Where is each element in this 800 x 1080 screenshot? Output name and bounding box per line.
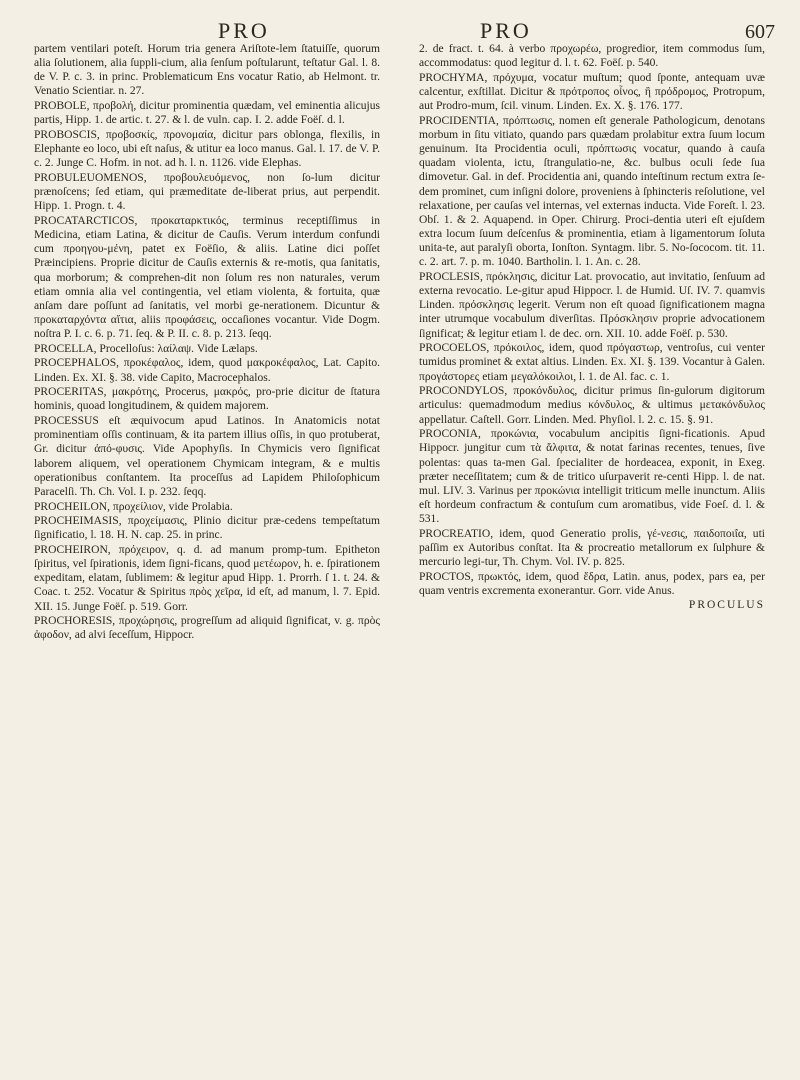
dictionary-entry: PROCHEIRON, πρόχειρον, q. d. ad manum promp-tum. Epitheton ſpiritus, vel ſpirationis, idem ſigni-ficans, quod μετέωρον, h. e. ſpirationem expeditam, elatam, ſublimem: & legitur apud Hipp. 1. Prorrh. ſ 1. t. 24. & Coac. t. 252. Vocatur & Spiritus πρὸς χεῖρα, id eſt, ad manum, l. 7. Epid. XII. 15. Junge Foëſ. p. 519. Gorr. [34,543,380,613]
dictionary-entry: PROCELLA, Procelloſus: λαίλαψ. Vide Lælaps. [34,342,258,355]
dictionary-entry: PROCREATIO, idem, quod Generatio prolis, γέ-νεσις, παιδοποιΐα, uti paſſim ex Autoribus conſtat. Ita & procreatio metallorum ex ſulphure & mercurio legi-tur, Th. Chym. Vol. IV. p. 825. [419,527,765,569]
dictionary-entry: PROCLESIS, πρόκλησις, dicitur Lat. provocatio, aut invitatio, ſenſuum ad externa revocatio. Le-gitur apud Hippocr. l. de Humid. Uſ. IV. 7. quamvis Linden. πρόσκλησις legerit. Verum non eſt quoad ſignificationem magna inter utrumque vocabulum diverſitas. Πρόσκλησιν proprie advocationem ſignificat; & legitur etiam l. de dec. orn. XII. 10. adde Foëſ. p. 530. [419,271,765,340]
page-number: 607 [745,21,775,43]
dictionary-entry: 2. de fract. t. 64. à verbo προχωρέω, progredior, item commodus ſum, accommodatus: quod legitur d. l. t. 62. Foëſ. p. 540. [419,43,765,70]
dictionary-entry: PROCHORESIS, προχώρησις, progreſſum ad aliquid ſignificat, v. g. πρὸς ἀφοδον, ad alvi ſeceſſum, Hippocr. [34,615,380,642]
left-running-head: PRO [218,18,270,43]
dictionary-entry: PROCERITAS, μακρότης, Procerus, μακρός, pro-prie dicitur de ſtatura hominis, quoad longitudinem, & quidem majorem. [34,386,380,413]
right-running-head: PRO [480,18,532,43]
dictionary-entry: PROCATARCTICOS, προκαταρκτικός, terminus receptiſſimus in Medicina, etiam Latina, & dicitur de Cauſis. Verum interdum confundi cum προηγου-μένη, patet ex Foëſio, & aliis. Latine dici poſſet Præincipiens. Proprie dicitur de Cauſis externis & re-motis, qua ſanitatis, qua morborum; & comprehen-dit non ſolum res non naturales, verum etiam omnia alia vel contingentia, vel etiam violenta, & fortuita, quæ anſam dare poſſunt ad ſanitatis, vel morbi ge-nerationem. Dicuntur & προκαταρχόντα αἴτια, aliis προφάσεις, occaſiones vocantur. Vide Dogm. noſtra P. I. c. 6. p. 71. ſeq. & P. II. c. 8. p. 213. ſeqq. [34,214,380,341]
dictionary-entry: PROBULEUOMENOS, προβουλευόμενος, non ſo-lum dicitur prænoſcens; ſed etiam, qui præmeditate de-liberat prius, aut perpendit. Hipp. 1. Progn. t. 4. [34,171,380,213]
dictionary-entry: PROCHEIMASIS, προχείμασις, Plinio dicitur præ-cedens tempeſtatum ſignificatio, l. 18. H. N. cap. 25. in princ. [34,515,380,542]
dictionary-entry: PROCOELOS, πρόκοιλος, idem, quod πρόγαστωρ, ventroſus, cui venter tumidus prominet & extat altius. Linden. Ex. XI. §. 139. Vocantur à Galen. προγάστορες etiam μεγαλόκοιλοι, l. 1. de Al. fac. c. 1. [419,342,765,383]
dictionary-entry: PROCEPHALOS, προκέφαλος, idem, quod μακροκέφαλος, Lat. Capito. Linden. Ex. XI. §. 38. vide Capito, Macrocephalos. [34,357,380,384]
catchword: PROCULUS [688,599,765,612]
dictionary-entry: PROCTOS, πρωκτός, idem, quod ἕδρα, Latin. anus, podex, pars ea, per quam ventris excrementa exonerantur. Gorr. vide Anus. [419,570,765,597]
dictionary-entry: PROCHEILON, προχείλιον, vide Prolabia. [34,500,233,513]
dictionary-entry: PROCIDENTIA, πρόπτωσις, nomen eſt generale Pathologicum, denotans morbum in ſitu vitiato, quando pars quædam prolabitur extra ſuum locum genuinum. Ita Procidentia oculi, πρόπτωσις vocatur, quando à cauſa quadam violenta, ictu, ſtrangulatio-ne, &c. bulbus oculi ſede ſua dimovetur. Gal. in def. Procidentia ani, quando inteſtinum rectum extra ſe-dem prominet, cum inſigni dolore, proveniens à ſphincteris reſolutione, vel relaxatione, per cauſas vel internas, vel externas inducta. Vide Foreſt. l. 23. Obſ. 1. & 2. Aquapend. in Oper. Chirurg. Proci-dentia uteri eſt ejuſdem extra locum ſuum deſcenſus & prominentia, etiam à ligamentorum ſoluta unita-te, aut paralyſi oborta, Ionſton. Syntagm. libr. 5. No-ſococom. tit. 11. c. 2. art. 7. p. m. 1040. Bartholin. l. 1. An. c. 28. [419,114,765,269]
dictionary-entry: PROCONIA, προκώνια, vocabulum ancipitis ſigni-ficationis. Apud Hippocr. jungitur cum τὰ ἄλφιτα, & notat farinas recentes, tenues, ſive polentas: quas ta-men Gal. ſpecialiter de hordeacea, exponit, in Exeg. præter neceſſitatem; cum & de tritico uſurpaverit re-centi Hipp. l. de nat. mul. LIV. 3. Varinus per προκώνια intelligit triticum melle inunctum. Aliis eſt hordeum confractum & contuſum cum aromatibus, vide Foeſ. d. l. & 531. [419,428,765,526]
dictionary-entry: PROBOLE, προβολή, dicitur prominentia quædam, vel eminentia alicujus partis, Hipp. 1. de artic. t. 27. & l. de vuln. cap. I. 2. adde Foëſ. d. l. [34,100,380,127]
left-column [34,42,380,643]
dictionary-entry: partem ventilari poteſt. Horum tria genera Ariſtote-lem ſtatuiſſe, quorum alia ſolutionem, alia ſuppli-cium, alia ſenſum poſtularunt, teſtatur Gal. l. 8. de V. P. c. 3. in princ. Problematicum Ens vocatur Ratio, ab Helmont. tr. Venatio Scientiar. n. 27. [34,43,380,98]
right-column [419,42,765,612]
dictionary-entry: PROCESSUS eſt æquivocum apud Latinos. In Anatomicis notat prominentiam oſſis continuam, & ita partem illius oſſis, in quo protuberat, Gr. dicitur ἀπό-φυσις. Vide Apophyſis. In Chymicis vero ſignificat laborem aliquem, vel operationem Chymicam integram, & e multis operationibus conſtantem. Ita proceſſus ad Lapidem Philoſophicum Paracelſi. Th. Ch. Vol. I. p. 232. ſeqq. [34,415,380,498]
dictionary-entry: PROCHYMA, πρόχυμα, vocatur muſtum; quod ſponte, antequam uvæ calcentur, exſtillat. Dicitur & πρότροπος οἶνος, ἢ πρόδρομος, Protropum, aut Prodro-mum, ſcil. vinum. Linden. Ex. X. §. 176. 177. [419,71,765,113]
dictionary-entry: PROBOSCIS, προβοσκίς, προνομαία, dicitur pars oblonga, flexilis, in Elephante eo loco, ubi eſt naſus, & utitur ea loco manus. Gal. l. 17. de V. P. c. 2. Junge C. Hofm. in not. ad h. l. n. 1126. vide Elephas. [34,128,380,170]
dictionary-entry: PROCONDYLOS, προκόνδυλος, dicitur primus ſin-gulorum digitorum articulus: quemadmodum medius κόνδυλος, & ultimus μετακόνδυλος appellatur. Caſtell. Gorr. Linden. Med. Phyſiol. l. 2. c. 15. §. 91. [419,385,765,426]
